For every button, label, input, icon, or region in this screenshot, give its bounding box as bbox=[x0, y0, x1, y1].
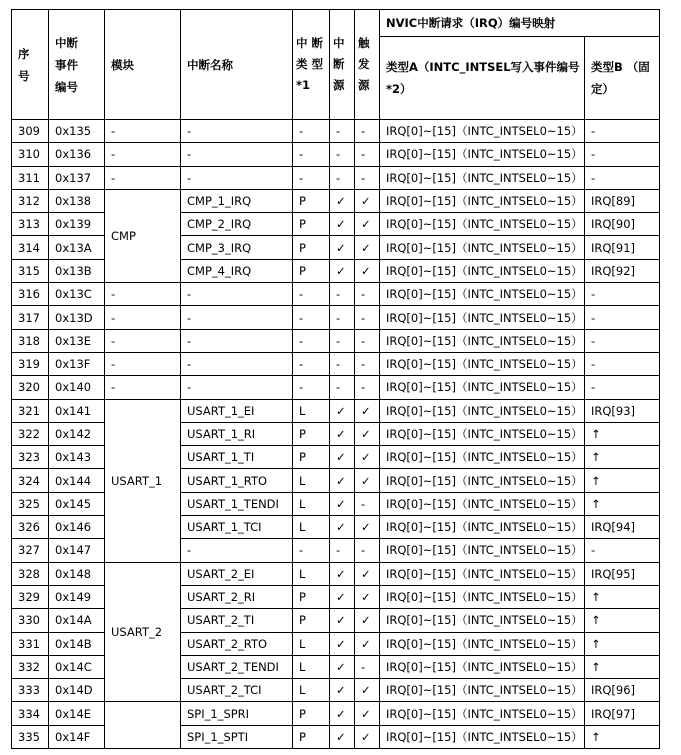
cell-type-a: IRQ[0]~[15]（INTC_INTSEL0~15） bbox=[380, 446, 585, 469]
cell-event-no: 0x13B bbox=[49, 259, 105, 282]
cell-irq-src: ✓ bbox=[330, 213, 355, 236]
cell-irq-type: L bbox=[293, 469, 330, 492]
cell-seq: 334 bbox=[12, 702, 49, 725]
cell-irq-src: - bbox=[330, 352, 355, 375]
cell-trigger: - bbox=[355, 539, 380, 562]
cell-event-no: 0x14D bbox=[49, 679, 105, 702]
cell-irq-name: CMP_4_IRQ bbox=[181, 259, 293, 282]
cell-seq: 332 bbox=[12, 655, 49, 678]
cell-type-a: IRQ[0]~[15]（INTC_INTSEL0~15） bbox=[380, 236, 585, 259]
cell-irq-src: ✓ bbox=[330, 189, 355, 212]
cell-seq: 333 bbox=[12, 679, 49, 702]
cell-type-a: IRQ[0]~[15]（INTC_INTSEL0~15） bbox=[380, 516, 585, 539]
cell-irq-type: L bbox=[293, 516, 330, 539]
cell-type-a: IRQ[0]~[15]（INTC_INTSEL0~15） bbox=[380, 702, 585, 725]
cell-type-b: IRQ[89] bbox=[585, 189, 660, 212]
cell-irq-name: - bbox=[181, 143, 293, 166]
cell-irq-name: - bbox=[181, 539, 293, 562]
cell-irq-src: ✓ bbox=[330, 236, 355, 259]
cell-event-no: 0x13A bbox=[49, 236, 105, 259]
table-row bbox=[12, 329, 660, 352]
cell-seq: 309 bbox=[12, 120, 49, 143]
cell-trigger: - bbox=[355, 143, 380, 166]
cell-event-no: 0x14E bbox=[49, 702, 105, 725]
cell-irq-src: ✓ bbox=[330, 609, 355, 632]
header-type-b: 类型B （固定） bbox=[585, 37, 660, 120]
cell-seq: 327 bbox=[12, 539, 49, 562]
cell-type-b: ↑ bbox=[585, 469, 660, 492]
cell-trigger: ✓ bbox=[355, 585, 380, 608]
header-irq-src: 中 断 源 bbox=[330, 10, 355, 120]
cell-type-b: - bbox=[585, 352, 660, 375]
cell-type-a: IRQ[0]~[15]（INTC_INTSEL0~15） bbox=[380, 166, 585, 189]
cell-type-b: IRQ[93] bbox=[585, 399, 660, 422]
cell-type-a: IRQ[0]~[15]（INTC_INTSEL0~15） bbox=[380, 329, 585, 352]
cell-seq: 330 bbox=[12, 609, 49, 632]
cell-seq: 313 bbox=[12, 213, 49, 236]
cell-irq-type: P bbox=[293, 702, 330, 725]
cell-irq-type: - bbox=[293, 283, 330, 306]
cell-irq-src: ✓ bbox=[330, 469, 355, 492]
cell-module: USART_1 bbox=[105, 399, 181, 562]
cell-irq-src: - bbox=[330, 166, 355, 189]
cell-irq-name: - bbox=[181, 120, 293, 143]
cell-trigger: ✓ bbox=[355, 632, 380, 655]
cell-seq: 331 bbox=[12, 632, 49, 655]
cell-irq-name: SPI_1_SPRI bbox=[181, 702, 293, 725]
cell-seq: 319 bbox=[12, 352, 49, 375]
cell-irq-src: - bbox=[330, 306, 355, 329]
cell-seq: 329 bbox=[12, 585, 49, 608]
cell-type-b: - bbox=[585, 376, 660, 399]
cell-event-no: 0x13D bbox=[49, 306, 105, 329]
cell-irq-name: USART_2_TI bbox=[181, 609, 293, 632]
header-irq-type: 中 断 类 型 *1 bbox=[293, 10, 330, 120]
cell-type-b: ↑ bbox=[585, 585, 660, 608]
cell-type-a: IRQ[0]~[15]（INTC_INTSEL0~15） bbox=[380, 283, 585, 306]
cell-module: - bbox=[105, 120, 181, 143]
cell-irq-name: USART_1_EI bbox=[181, 399, 293, 422]
cell-irq-src: - bbox=[330, 283, 355, 306]
cell-irq-src: ✓ bbox=[330, 632, 355, 655]
cell-seq: 316 bbox=[12, 283, 49, 306]
cell-trigger: - bbox=[355, 283, 380, 306]
cell-module: - bbox=[105, 376, 181, 399]
table-row bbox=[12, 143, 660, 166]
cell-irq-src: ✓ bbox=[330, 655, 355, 678]
cell-type-a: IRQ[0]~[15]（INTC_INTSEL0~15） bbox=[380, 609, 585, 632]
cell-irq-type: P bbox=[293, 259, 330, 282]
cell-trigger: - bbox=[355, 492, 380, 515]
cell-irq-type: - bbox=[293, 352, 330, 375]
table-row bbox=[12, 306, 660, 329]
cell-event-no: 0x14C bbox=[49, 655, 105, 678]
cell-irq-name: - bbox=[181, 166, 293, 189]
cell-module bbox=[105, 702, 181, 749]
cell-trigger: ✓ bbox=[355, 562, 380, 585]
cell-module: - bbox=[105, 352, 181, 375]
cell-type-a: IRQ[0]~[15]（INTC_INTSEL0~15） bbox=[380, 189, 585, 212]
table-header bbox=[12, 10, 660, 120]
cell-type-b: IRQ[95] bbox=[585, 562, 660, 585]
table-row bbox=[12, 120, 660, 143]
cell-trigger: ✓ bbox=[355, 446, 380, 469]
cell-irq-type: P bbox=[293, 609, 330, 632]
cell-module: - bbox=[105, 166, 181, 189]
cell-type-b: ↑ bbox=[585, 632, 660, 655]
cell-type-b: IRQ[90] bbox=[585, 213, 660, 236]
cell-irq-type: P bbox=[293, 189, 330, 212]
cell-irq-src: - bbox=[330, 329, 355, 352]
table-row bbox=[12, 352, 660, 375]
cell-irq-src: ✓ bbox=[330, 585, 355, 608]
cell-seq: 312 bbox=[12, 189, 49, 212]
cell-trigger: ✓ bbox=[355, 469, 380, 492]
cell-type-b: ↑ bbox=[585, 492, 660, 515]
cell-type-a: IRQ[0]~[15]（INTC_INTSEL0~15） bbox=[380, 679, 585, 702]
cell-type-a: IRQ[0]~[15]（INTC_INTSEL0~15） bbox=[380, 562, 585, 585]
cell-trigger: ✓ bbox=[355, 259, 380, 282]
cell-event-no: 0x139 bbox=[49, 213, 105, 236]
cell-irq-name: - bbox=[181, 352, 293, 375]
cell-irq-name: - bbox=[181, 283, 293, 306]
cell-type-a: IRQ[0]~[15]（INTC_INTSEL0~15） bbox=[380, 469, 585, 492]
cell-type-a: IRQ[0]~[15]（INTC_INTSEL0~15） bbox=[380, 306, 585, 329]
table-row bbox=[12, 562, 660, 585]
cell-seq: 326 bbox=[12, 516, 49, 539]
cell-irq-src: - bbox=[330, 120, 355, 143]
cell-irq-type: - bbox=[293, 120, 330, 143]
cell-type-a: IRQ[0]~[15]（INTC_INTSEL0~15） bbox=[380, 585, 585, 608]
cell-event-no: 0x13E bbox=[49, 329, 105, 352]
cell-irq-type: P bbox=[293, 725, 330, 748]
cell-event-no: 0x145 bbox=[49, 492, 105, 515]
cell-irq-src: - bbox=[330, 539, 355, 562]
cell-type-b: IRQ[97] bbox=[585, 702, 660, 725]
cell-type-a: IRQ[0]~[15]（INTC_INTSEL0~15） bbox=[380, 352, 585, 375]
table-body bbox=[12, 120, 660, 749]
cell-irq-src: - bbox=[330, 376, 355, 399]
cell-event-no: 0x142 bbox=[49, 422, 105, 445]
cell-irq-src: ✓ bbox=[330, 492, 355, 515]
cell-trigger: ✓ bbox=[355, 609, 380, 632]
cell-seq: 320 bbox=[12, 376, 49, 399]
cell-module: - bbox=[105, 283, 181, 306]
cell-irq-name: USART_1_TCI bbox=[181, 516, 293, 539]
cell-event-no: 0x14F bbox=[49, 725, 105, 748]
cell-trigger: ✓ bbox=[355, 213, 380, 236]
cell-type-a: IRQ[0]~[15]（INTC_INTSEL0~15） bbox=[380, 655, 585, 678]
cell-type-b: IRQ[92] bbox=[585, 259, 660, 282]
cell-irq-src: ✓ bbox=[330, 725, 355, 748]
cell-irq-src: ✓ bbox=[330, 259, 355, 282]
cell-trigger: - bbox=[355, 376, 380, 399]
cell-type-b: - bbox=[585, 143, 660, 166]
cell-type-b: IRQ[96] bbox=[585, 679, 660, 702]
cell-irq-src: ✓ bbox=[330, 679, 355, 702]
cell-irq-name: USART_1_RI bbox=[181, 422, 293, 445]
table-row bbox=[12, 399, 660, 422]
cell-type-a: IRQ[0]~[15]（INTC_INTSEL0~15） bbox=[380, 376, 585, 399]
cell-trigger: ✓ bbox=[355, 189, 380, 212]
cell-type-b: - bbox=[585, 329, 660, 352]
cell-type-a: IRQ[0]~[15]（INTC_INTSEL0~15） bbox=[380, 725, 585, 748]
cell-seq: 323 bbox=[12, 446, 49, 469]
table-row bbox=[12, 702, 660, 725]
cell-type-a: IRQ[0]~[15]（INTC_INTSEL0~15） bbox=[380, 492, 585, 515]
cell-seq: 310 bbox=[12, 143, 49, 166]
cell-type-a: IRQ[0]~[15]（INTC_INTSEL0~15） bbox=[380, 259, 585, 282]
cell-seq: 317 bbox=[12, 306, 49, 329]
cell-irq-type: - bbox=[293, 166, 330, 189]
cell-seq: 311 bbox=[12, 166, 49, 189]
cell-irq-type: P bbox=[293, 422, 330, 445]
cell-irq-type: P bbox=[293, 236, 330, 259]
cell-event-no: 0x140 bbox=[49, 376, 105, 399]
cell-irq-type: L bbox=[293, 655, 330, 678]
header-module: 模块 bbox=[105, 10, 181, 120]
table-row bbox=[12, 376, 660, 399]
cell-event-no: 0x14B bbox=[49, 632, 105, 655]
cell-irq-type: - bbox=[293, 143, 330, 166]
cell-trigger: ✓ bbox=[355, 725, 380, 748]
cell-irq-src: ✓ bbox=[330, 562, 355, 585]
cell-type-b: - bbox=[585, 539, 660, 562]
cell-event-no: 0x13F bbox=[49, 352, 105, 375]
header-irq-name: 中断名称 bbox=[181, 10, 293, 120]
cell-seq: 315 bbox=[12, 259, 49, 282]
cell-seq: 318 bbox=[12, 329, 49, 352]
cell-trigger: - bbox=[355, 166, 380, 189]
cell-irq-type: L bbox=[293, 562, 330, 585]
cell-irq-type: L bbox=[293, 632, 330, 655]
cell-event-no: 0x13C bbox=[49, 283, 105, 306]
cell-seq: 335 bbox=[12, 725, 49, 748]
cell-irq-name: SPI_1_SPTI bbox=[181, 725, 293, 748]
cell-trigger: - bbox=[355, 306, 380, 329]
cell-irq-type: P bbox=[293, 446, 330, 469]
header-seq: 序 号 bbox=[12, 10, 49, 120]
cell-trigger: ✓ bbox=[355, 702, 380, 725]
cell-irq-src: ✓ bbox=[330, 702, 355, 725]
cell-irq-type: - bbox=[293, 539, 330, 562]
cell-type-b: IRQ[94] bbox=[585, 516, 660, 539]
cell-type-b: ↑ bbox=[585, 609, 660, 632]
cell-type-a: IRQ[0]~[15]（INTC_INTSEL0~15） bbox=[380, 632, 585, 655]
cell-type-b: ↑ bbox=[585, 655, 660, 678]
cell-irq-name: CMP_2_IRQ bbox=[181, 213, 293, 236]
header-event-no: 中断 事件 编号 bbox=[49, 10, 105, 120]
cell-event-no: 0x135 bbox=[49, 120, 105, 143]
cell-trigger: ✓ bbox=[355, 516, 380, 539]
cell-type-b: IRQ[91] bbox=[585, 236, 660, 259]
cell-trigger: - bbox=[355, 329, 380, 352]
table-row bbox=[12, 189, 660, 212]
cell-irq-name: USART_1_RTO bbox=[181, 469, 293, 492]
cell-type-a: IRQ[0]~[15]（INTC_INTSEL0~15） bbox=[380, 120, 585, 143]
cell-type-a: IRQ[0]~[15]（INTC_INTSEL0~15） bbox=[380, 213, 585, 236]
cell-irq-src: - bbox=[330, 143, 355, 166]
cell-type-b: - bbox=[585, 166, 660, 189]
cell-irq-type: L bbox=[293, 492, 330, 515]
table-row bbox=[12, 166, 660, 189]
cell-irq-type: - bbox=[293, 306, 330, 329]
cell-type-a: IRQ[0]~[15]（INTC_INTSEL0~15） bbox=[380, 539, 585, 562]
irq-mapping-table bbox=[11, 9, 660, 749]
cell-irq-type: - bbox=[293, 376, 330, 399]
cell-irq-name: USART_2_TCI bbox=[181, 679, 293, 702]
table-row bbox=[12, 283, 660, 306]
header-nvic: NVIC中断请求（IRQ）编号映射 bbox=[380, 10, 660, 37]
cell-irq-name: USART_2_RI bbox=[181, 585, 293, 608]
cell-event-no: 0x14A bbox=[49, 609, 105, 632]
cell-irq-name: CMP_3_IRQ bbox=[181, 236, 293, 259]
cell-seq: 324 bbox=[12, 469, 49, 492]
cell-event-no: 0x144 bbox=[49, 469, 105, 492]
cell-irq-name: USART_2_TENDI bbox=[181, 655, 293, 678]
cell-irq-name: CMP_1_IRQ bbox=[181, 189, 293, 212]
header-trigger: 触 发 源 bbox=[355, 10, 380, 120]
cell-type-b: ↑ bbox=[585, 725, 660, 748]
cell-seq: 325 bbox=[12, 492, 49, 515]
cell-irq-src: ✓ bbox=[330, 399, 355, 422]
cell-irq-src: ✓ bbox=[330, 516, 355, 539]
cell-module: - bbox=[105, 306, 181, 329]
cell-event-no: 0x137 bbox=[49, 166, 105, 189]
cell-event-no: 0x138 bbox=[49, 189, 105, 212]
cell-irq-type: L bbox=[293, 679, 330, 702]
cell-irq-name: - bbox=[181, 376, 293, 399]
cell-module: CMP bbox=[105, 189, 181, 282]
cell-irq-type: P bbox=[293, 585, 330, 608]
cell-trigger: - bbox=[355, 352, 380, 375]
cell-irq-src: ✓ bbox=[330, 422, 355, 445]
cell-seq: 328 bbox=[12, 562, 49, 585]
cell-type-b: - bbox=[585, 283, 660, 306]
cell-type-a: IRQ[0]~[15]（INTC_INTSEL0~15） bbox=[380, 399, 585, 422]
cell-seq: 322 bbox=[12, 422, 49, 445]
cell-type-b: - bbox=[585, 120, 660, 143]
cell-irq-type: P bbox=[293, 213, 330, 236]
cell-event-no: 0x149 bbox=[49, 585, 105, 608]
cell-irq-name: - bbox=[181, 329, 293, 352]
cell-trigger: ✓ bbox=[355, 422, 380, 445]
cell-irq-name: USART_1_TENDI bbox=[181, 492, 293, 515]
cell-event-no: 0x147 bbox=[49, 539, 105, 562]
cell-type-b: ↑ bbox=[585, 422, 660, 445]
cell-trigger: ✓ bbox=[355, 236, 380, 259]
cell-irq-type: - bbox=[293, 329, 330, 352]
cell-trigger: ✓ bbox=[355, 679, 380, 702]
cell-module: - bbox=[105, 143, 181, 166]
cell-trigger: ✓ bbox=[355, 399, 380, 422]
cell-trigger: - bbox=[355, 655, 380, 678]
cell-irq-name: USART_1_TI bbox=[181, 446, 293, 469]
cell-seq: 314 bbox=[12, 236, 49, 259]
cell-irq-src: ✓ bbox=[330, 446, 355, 469]
header-type-a: 类型A（INTC_INTSEL写入事件编号 *2） bbox=[380, 37, 585, 120]
cell-type-b: - bbox=[585, 306, 660, 329]
cell-event-no: 0x141 bbox=[49, 399, 105, 422]
cell-module: - bbox=[105, 329, 181, 352]
cell-irq-name: USART_2_EI bbox=[181, 562, 293, 585]
cell-type-a: IRQ[0]~[15]（INTC_INTSEL0~15） bbox=[380, 143, 585, 166]
cell-event-no: 0x146 bbox=[49, 516, 105, 539]
cell-irq-type: L bbox=[293, 399, 330, 422]
cell-event-no: 0x136 bbox=[49, 143, 105, 166]
cell-event-no: 0x148 bbox=[49, 562, 105, 585]
cell-seq: 321 bbox=[12, 399, 49, 422]
cell-trigger: - bbox=[355, 120, 380, 143]
cell-irq-name: - bbox=[181, 306, 293, 329]
cell-irq-name: USART_2_RTO bbox=[181, 632, 293, 655]
cell-type-b: ↑ bbox=[585, 446, 660, 469]
cell-event-no: 0x143 bbox=[49, 446, 105, 469]
cell-type-a: IRQ[0]~[15]（INTC_INTSEL0~15） bbox=[380, 422, 585, 445]
cell-module: USART_2 bbox=[105, 562, 181, 702]
